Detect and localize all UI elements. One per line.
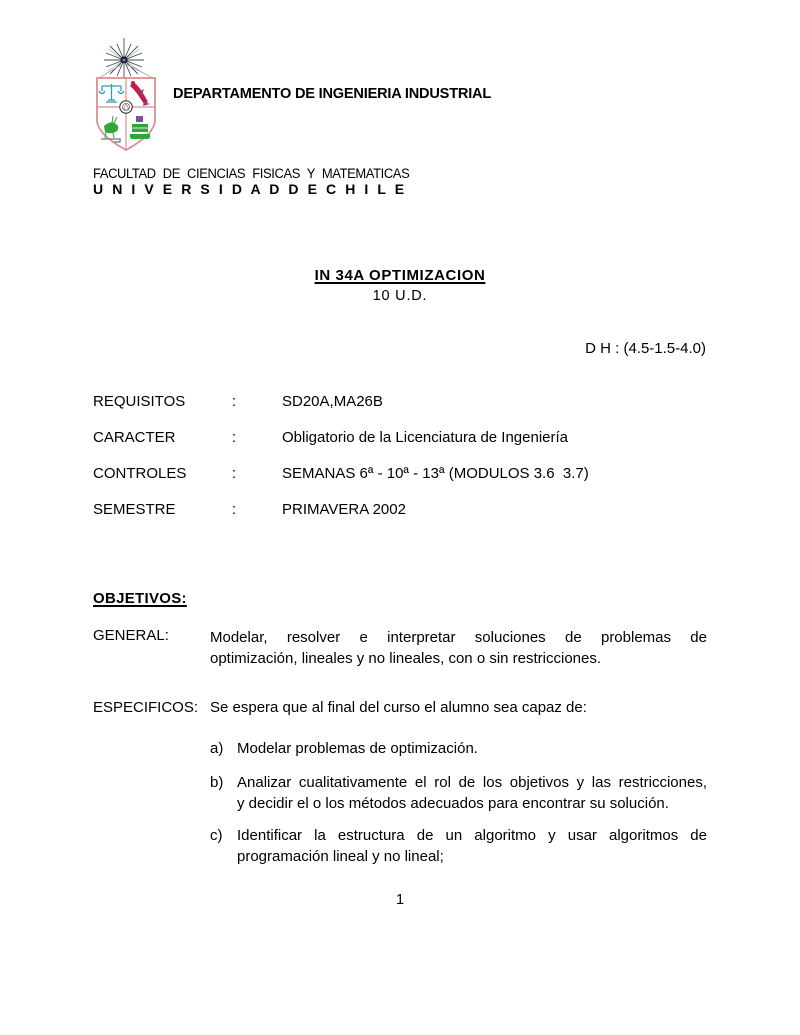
field-label: CARACTER [93,429,176,446]
especificos-intro: Se espera que al final del curso el alumno sea capaz de: [210,699,587,716]
course-fields [93,393,707,537]
item-text [237,772,707,814]
field-row-requisitos [93,393,707,408]
field-label: SEMESTRE [93,501,176,518]
field-row-caracter [93,429,707,444]
department-title: DEPARTAMENTO DE INGENIERIA INDUSTRIAL [173,85,492,102]
objective-item-c [210,825,707,867]
field-row-controles [93,465,707,480]
course-credits: 10 U.D. [372,288,428,304]
field-colon: : [232,465,237,482]
field-colon: : [232,501,237,518]
item-marker: a) [210,740,224,757]
field-colon: : [232,393,237,410]
field-value: PRIMAVERA 2002 [282,501,406,518]
field-value: SD20A,MA26B [282,393,383,410]
field-colon: : [232,429,237,446]
objetivos-heading: OBJETIVOS: [93,590,187,607]
objective-item-b [210,772,707,814]
general-paragraph [210,627,707,669]
university-crest-logo [92,36,162,154]
general-line: Modelar, resolver e interpretar soluciones de problemas de [210,629,707,646]
item-marker: c) [210,827,223,844]
general-label: GENERAL: [93,627,169,644]
general-line: optimización, lineales y no lineales, con o sin restricciones. [210,650,602,667]
field-value: SEMANAS 6ª - 10ª - 13ª (MODULOS 3.6 3.7) [282,465,589,482]
field-label: REQUISITOS [93,393,186,410]
item-text [237,825,707,867]
item-line: Modelar problemas de optimización. [237,740,478,757]
item-line: programación lineal y no lineal; [237,848,444,865]
page-number: 1 [395,892,405,908]
course-hours: D H : (4.5-1.5-4.0) [585,340,706,357]
field-row-semestre [93,501,707,516]
item-marker: b) [210,774,224,791]
item-line: Analizar cualitativamente el rol de los objetivos y las restricciones, [237,774,707,791]
course-title-wrap [0,267,800,285]
field-value: Obligatorio de la Licenciatura de Ingeniería [282,429,569,446]
objective-item-a [210,738,707,759]
university-crest-icon [92,36,162,154]
university-line: U N I V E R S I D A D D E C H I L E [93,181,407,197]
especificos-label: ESPECIFICOS: [93,699,199,716]
course-title: IN 34A OPTIMIZACION [314,267,486,284]
item-line: y decidir el o los métodos adecuados para encontrar su solución. [237,795,669,812]
item-line: Identificar la estructura de un algoritmo y usar algoritmos de [237,827,707,844]
item-text [237,738,707,759]
faculty-line: FACULTAD DE CIENCIAS FISICAS Y MATEMATICAS [93,166,410,181]
field-label: CONTROLES [93,465,187,482]
